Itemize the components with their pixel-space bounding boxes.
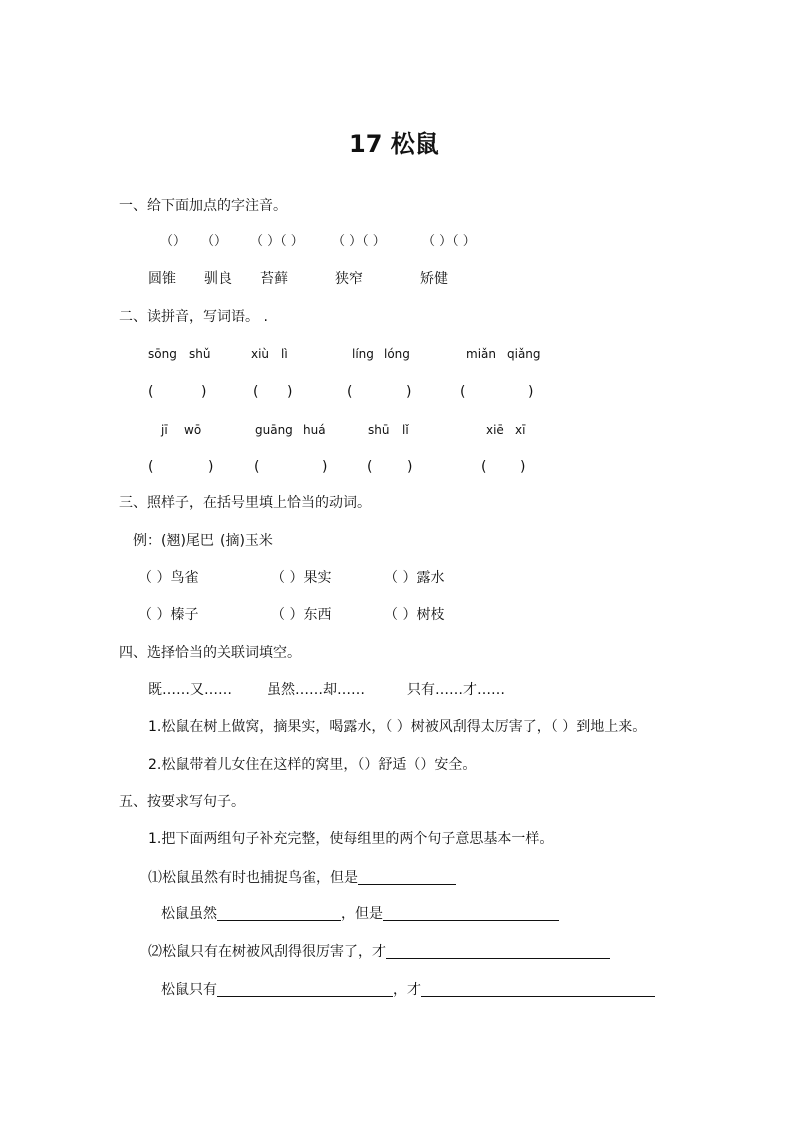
q1-bracket: （）: [201, 234, 228, 249]
q2-heading: 二、读拼音，写词语。 .: [119, 309, 268, 325]
answer-paren-close: ): [208, 459, 214, 475]
pinyin: shū: [368, 423, 390, 437]
q5-line-1-text: ⑴松鼠虽然有时也捕捉鸟雀，但是: [148, 870, 358, 886]
pinyin: qiǎng: [507, 347, 541, 361]
answer-paren-close: ): [287, 384, 293, 400]
pinyin: lì: [281, 347, 288, 361]
answer-paren-open: (: [367, 459, 373, 475]
answer-paren-open: (: [148, 459, 154, 475]
q4-sentence-1: 1.松鼠在树上做窝，摘果实，喝露水，（ ）树被风刮得太厉害了，（ ）到地上来。: [148, 719, 647, 735]
q1-heading: 一、给下面加点的字注音。: [119, 198, 287, 214]
q4-sentence-2: 2.松鼠带着儿女住在这样的窝里，（）舒适（）安全。: [148, 757, 477, 773]
q1-word: 矫健: [420, 271, 448, 287]
answer-paren-close: ): [407, 459, 413, 475]
answer-blank[interactable]: [421, 982, 655, 997]
q4-option: 只有……才……: [407, 682, 505, 698]
answer-blank[interactable]: [217, 906, 341, 921]
page-title: 17 松鼠: [349, 130, 439, 158]
pinyin: xiù: [251, 347, 270, 361]
answer-paren-open: (: [253, 384, 259, 400]
q5-heading: 五、按要求写句子。: [119, 794, 245, 810]
answer-blank[interactable]: [217, 982, 393, 997]
answer-paren-open: (: [347, 384, 353, 400]
answer-paren-close: ): [201, 384, 207, 400]
q1-bracket: （ ）（ ）: [250, 234, 304, 249]
q5-line-4-text: 松鼠只有: [161, 982, 217, 998]
q4-option: 虽然……却……: [267, 682, 365, 698]
q5-line-2: [161, 906, 559, 921]
q5-line-3-text: ⑵松鼠只有在树被风刮得很厉害了，才: [148, 944, 386, 960]
answer-paren-close: ): [406, 384, 412, 400]
pinyin: lǐ: [402, 423, 409, 437]
answer-paren-close: ): [520, 459, 526, 475]
answer-blank[interactable]: [386, 944, 610, 959]
pinyin: shǔ: [189, 347, 211, 361]
q5-line-3: [148, 944, 610, 959]
q3-heading: 三、照样子，在括号里填上恰当的动词。: [119, 495, 371, 511]
pinyin: sōng: [148, 347, 177, 361]
pinyin: wō: [184, 423, 202, 437]
q5-line-2-text: 松鼠虽然: [161, 906, 217, 922]
q4-heading: 四、选择恰当的关联词填空。: [119, 645, 301, 661]
q1-word: 驯良: [204, 271, 232, 287]
q3-item: （ ）东西: [271, 607, 332, 623]
q3-item: （ ）果实: [271, 570, 332, 586]
pinyin: lóng: [384, 347, 410, 361]
q3-item: （ ）榛子: [138, 607, 199, 623]
pinyin: xiē: [486, 423, 504, 437]
q3-item: （ ）鸟雀: [138, 570, 199, 586]
answer-blank[interactable]: [358, 870, 456, 885]
q1-bracket: （ ）（ ）: [332, 234, 386, 249]
q3-example: 例：(翘)尾巴: [133, 533, 214, 549]
pinyin: jī: [161, 423, 168, 437]
q5-line-1: [148, 870, 456, 885]
q5-line-2-connector: ，但是: [341, 906, 383, 922]
q1-bracket: （）: [160, 234, 187, 249]
pinyin: miǎn: [466, 347, 496, 361]
q1-word: 苔藓: [260, 271, 288, 287]
answer-paren-open: (: [254, 459, 260, 475]
q1-word: 狭窄: [335, 271, 363, 287]
q3-item: （ ）露水: [384, 570, 445, 586]
q5-instruction: 1.把下面两组句子补充完整，使每组里的两个句子意思基本一样。: [148, 831, 554, 847]
pinyin: líng: [352, 347, 374, 361]
q5-line-4: [161, 982, 655, 997]
answer-paren-open: (: [148, 384, 154, 400]
q4-option: 既……又……: [148, 682, 232, 698]
q5-line-4-connector: ，才: [393, 982, 421, 998]
q3-item: （ ）树枝: [384, 607, 445, 623]
q1-word: 圆锥: [148, 271, 176, 287]
q1-bracket: （ ）（ ）: [422, 234, 476, 249]
pinyin: xī: [515, 423, 526, 437]
answer-paren-open: (: [460, 384, 466, 400]
pinyin: huá: [303, 423, 326, 437]
q3-example-2: (摘)玉米: [220, 533, 273, 549]
answer-paren-close: ): [322, 459, 328, 475]
answer-blank[interactable]: [383, 906, 559, 921]
pinyin: guāng: [255, 423, 293, 437]
answer-paren-open: (: [481, 459, 487, 475]
answer-paren-close: ): [528, 384, 534, 400]
